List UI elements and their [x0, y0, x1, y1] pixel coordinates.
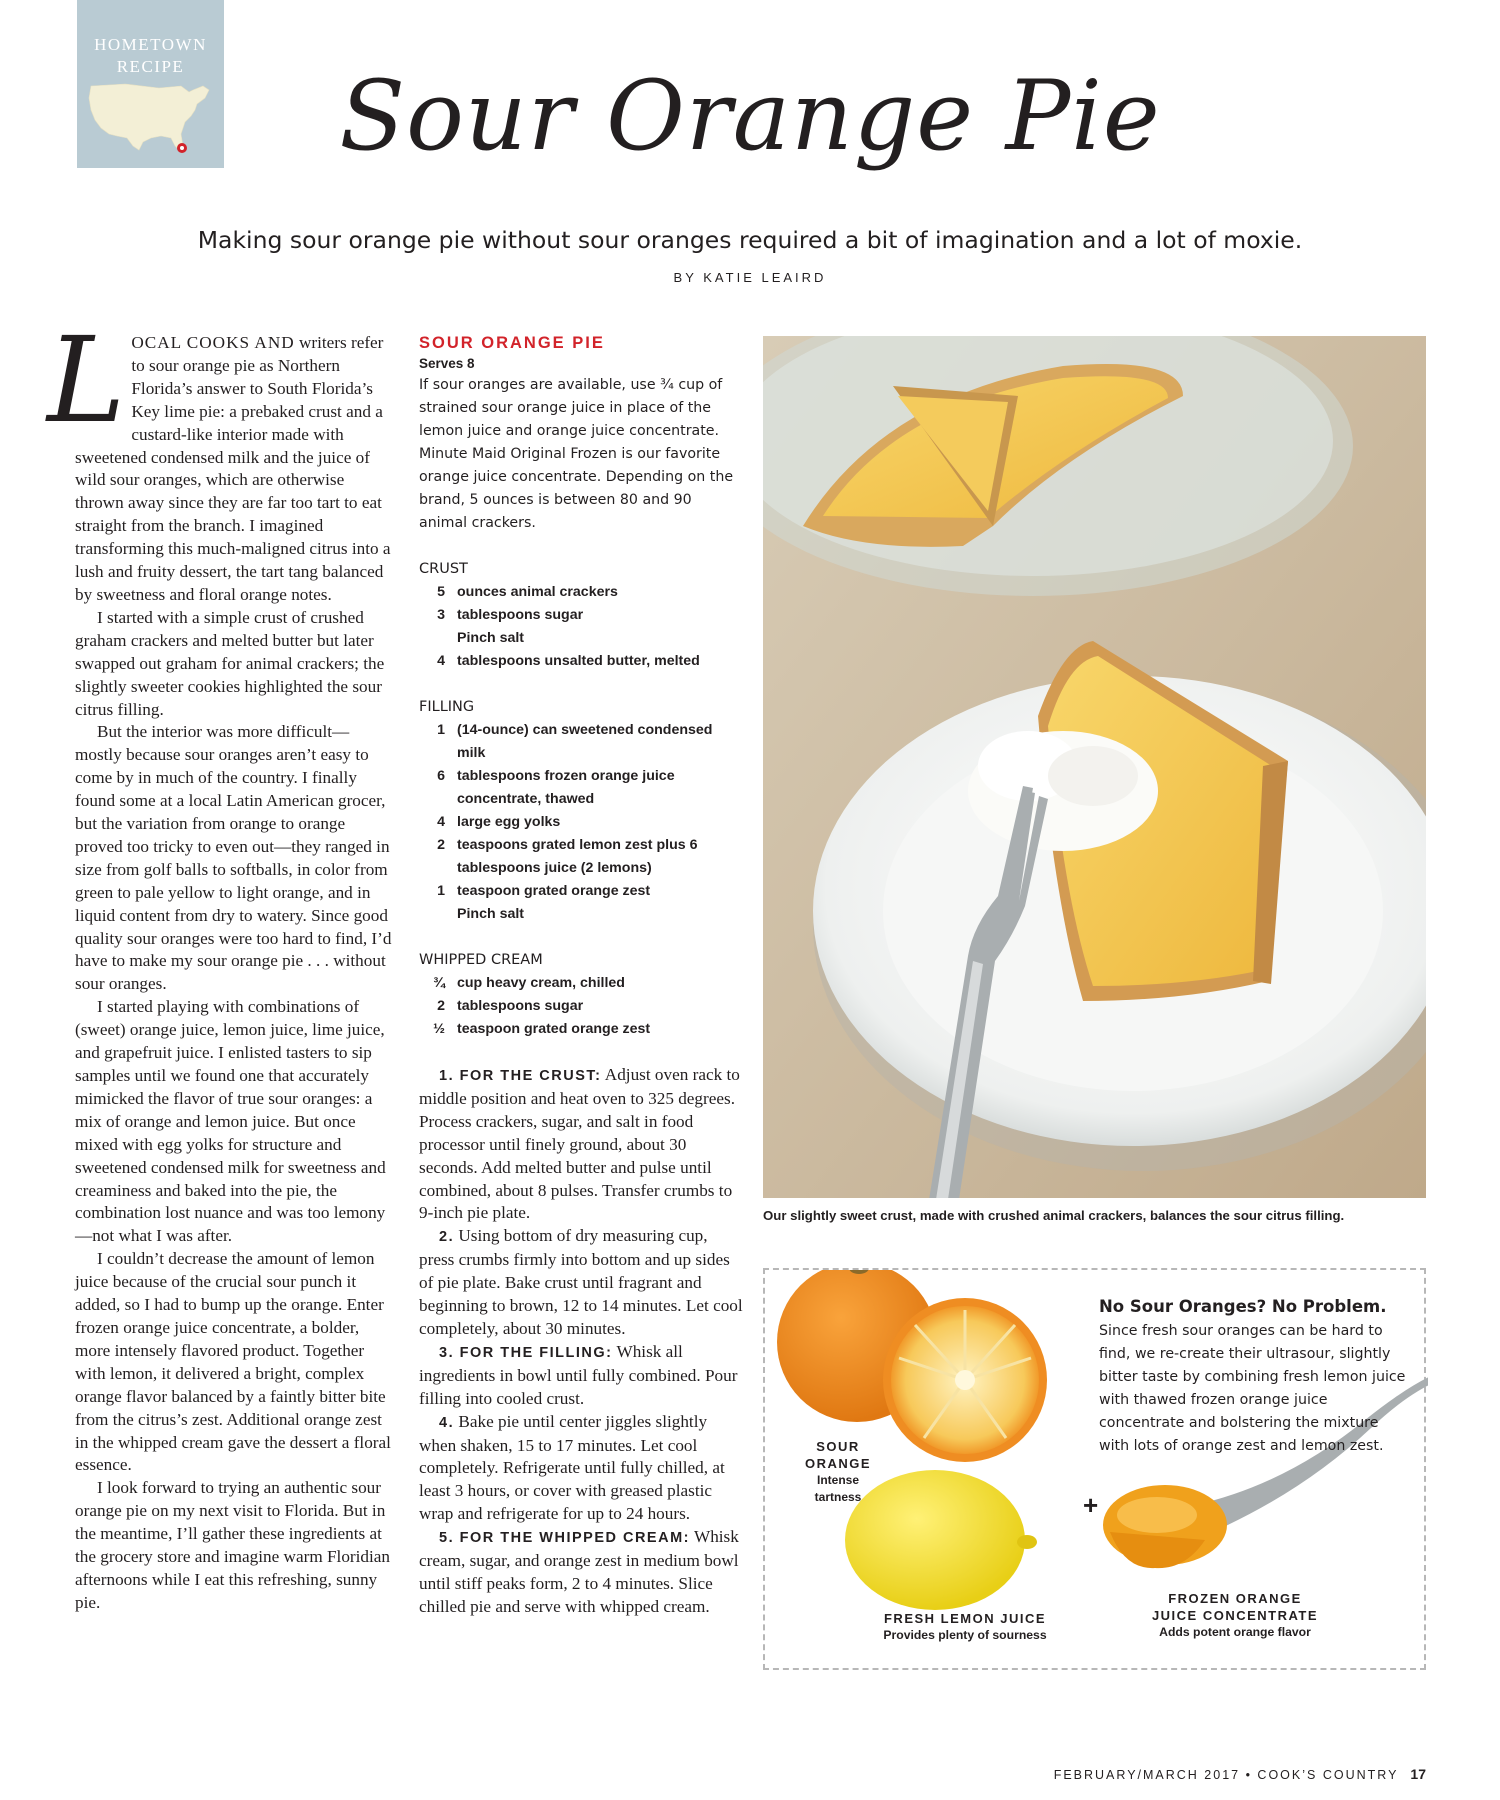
recipe-step-1	[419, 1064, 744, 1225]
issue-line: FEBRUARY/MARCH 2017 • COOK’S COUNTRY	[1053, 1768, 1399, 1782]
badge-line-2: RECIPE	[116, 57, 185, 76]
drop-cap: L	[47, 311, 126, 449]
pie-photo	[763, 336, 1426, 1198]
ingredient-qty: 1	[437, 883, 445, 899]
usa-map-icon	[85, 76, 215, 160]
ingredients-crust	[419, 558, 744, 673]
ingredient-text: Pinch salt	[457, 906, 525, 922]
step-label: 1. FOR THE CRUST:	[439, 1068, 602, 1084]
ingredient-text: teaspoon grated orange zest	[457, 1021, 651, 1037]
lead-in: OCAL COOKS AND	[131, 333, 295, 352]
label-desc: Provides plenty of sourness	[883, 1628, 1047, 1642]
ingredient-item	[419, 995, 744, 1018]
label-desc: tartness	[814, 1490, 862, 1504]
ingredient-qty	[419, 903, 457, 926]
label-title: ORANGE	[804, 1456, 872, 1471]
step-label: 2.	[439, 1229, 455, 1246]
label-desc: Adds potent orange flavor	[1159, 1625, 1311, 1639]
sidebar-body: Since fresh sour oranges can be hard to find, we re-create their ultrasour, slightly bitter taste by combining fresh lemon juice with thawed frozen orange juice concentrate and bolstering the mixture with lots of orange zest and lemon zest.	[1099, 1323, 1406, 1454]
ingredient-qty: 5	[437, 584, 445, 600]
concentrate-label	[1125, 1590, 1345, 1641]
ingredient-text: ounces animal crackers	[457, 584, 618, 600]
ingredient-text: tablespoons sugar	[457, 607, 584, 623]
ingredient-item	[419, 627, 744, 650]
byline: BY KATIE LEAIRD	[673, 270, 827, 285]
article-paragraph-2: I started with a simple crust of crushed graham crackers and melted butter but later swapped out graham for animal crackers; the slightly sweeter cookies highlighted the sour citrus filling.	[75, 607, 385, 719]
label-title: FRESH LEMON JUICE	[883, 1611, 1046, 1626]
page-footer	[1054, 1766, 1426, 1782]
article-body	[47, 311, 395, 1615]
article-paragraph-1	[47, 311, 395, 607]
ingredient-qty: 4	[437, 653, 445, 669]
badge-label	[77, 34, 224, 78]
recipe-steps	[419, 1064, 744, 1619]
recipe-step-5	[419, 1526, 744, 1619]
step-text: Adjust oven rack to middle position and heat oven to 325 degrees. Process crackers, sugar, and salt in food processor until finely ground, about 30 seconds. Add melted butter and pulse until combined, about 8 pulses. Transfer crumbs to 9-inch pie plate.	[419, 1065, 740, 1223]
sour-orange-label	[793, 1438, 883, 1506]
ingredient-text: large egg yolks	[457, 814, 561, 830]
ingredient-item	[419, 604, 744, 627]
page-number: 17	[1410, 1766, 1426, 1782]
recipe-step-4	[419, 1411, 744, 1527]
ingredient-item	[419, 903, 744, 926]
step-text: Whisk all ingredients in bowl until fully combined. Pour filling into cooled crust.	[419, 1341, 738, 1408]
ingredient-qty: ½	[433, 1021, 445, 1037]
step-text: Bake pie until center jiggles slightly when shaken, 15 to 17 minutes. Let cool completely. Refrigerate until fully chilled, at least 3 hours, or cover with greased plastic wrap and refrigerate for up to 24 hours.	[419, 1411, 725, 1524]
ingredient-item	[419, 972, 744, 995]
article-paragraph-3: But the interior was more difficult—mostly because sour oranges aren’t easy to come by in much of the country. I finally found some at a local Latin American grocer, but the variation from orange to orange proved too tricky to even out—they ranged in size from golf balls to softballs, in color from green to pale yellow to light orange, and in liquid content from dry to watery. Since good quality sour oranges were too hard to find, I’d have to make my sour orange pie . . . without sour oranges.	[75, 722, 392, 994]
ingredient-section-heading: WHIPPED CREAM	[419, 952, 543, 968]
label-title: SOUR	[816, 1439, 860, 1454]
deck-subtitle: Making sour orange pie without sour oranges required a bit of imagination and a lot of moxie.	[197, 226, 1303, 254]
ingredient-text: cup heavy cream, chilled	[457, 975, 625, 991]
article-paragraph-5: I couldn’t decrease the amount of lemon juice because of the crucial sour punch it added, so I had to bump up the orange. Enter frozen orange juice concentrate, a bolder, more intensely flavored product. Together with lemon, it delivered a bright, complex orange flavor balanced by a faintly bitter bite from the citrus’s zest. Additional orange zest in the whipped cream gave the dessert a floral essence.	[75, 1249, 391, 1475]
ingredient-item	[419, 581, 744, 604]
ingredient-section-heading: CRUST	[419, 561, 468, 577]
halved-orange-icon	[883, 1298, 1047, 1462]
ingredient-qty: 2	[437, 998, 445, 1014]
ingredient-text: (14-ounce) can sweetened condensed milk	[457, 722, 713, 761]
star-marker-icon	[177, 143, 187, 153]
ingredient-item	[419, 719, 744, 765]
recipe-serves: Serves 8	[419, 356, 475, 371]
badge-line-1: HOMETOWN	[94, 35, 207, 54]
plus-sign: +	[1083, 1490, 1099, 1520]
ingredient-item	[419, 650, 744, 673]
ingredient-item	[419, 811, 744, 834]
ingredients-filling	[419, 696, 744, 926]
ingredient-qty: ¾	[433, 975, 445, 991]
ingredient-item	[419, 765, 744, 811]
recipe-column	[419, 332, 744, 1619]
ingredient-item	[419, 880, 744, 903]
photo-caption: Our slightly sweet crust, made with crushed animal crackers, balances the sour citrus filling.	[763, 1208, 1345, 1223]
ingredients-whipped-cream	[419, 949, 744, 1041]
ingredient-qty	[419, 627, 457, 650]
ingredient-text: tablespoons sugar	[457, 998, 584, 1014]
ingredient-text: teaspoon grated orange zest	[457, 883, 651, 899]
hometown-recipe-badge	[77, 0, 224, 168]
recipe-step-3	[419, 1341, 744, 1411]
label-title: JUICE CONCENTRATE	[1151, 1608, 1319, 1623]
ingredient-qty: 6	[437, 768, 445, 784]
step-label: 5. FOR THE WHIPPED CREAM:	[439, 1530, 690, 1547]
ingredient-item	[419, 1018, 744, 1041]
ingredient-text: tablespoons frozen orange juice concentrate, thawed	[457, 768, 675, 807]
ingredient-qty: 2	[437, 837, 445, 853]
step-text: Whisk cream, sugar, and orange zest in medium bowl until stiff peaks form, 2 to 4 minutes. Slice chilled pie and serve with whipped cream.	[419, 1527, 739, 1616]
sidebar-heading: No Sour Oranges? No Problem.	[1099, 1297, 1387, 1316]
article-paragraph-6: I look forward to trying an authentic sour orange pie on my next visit to Florida. But in the meantime, I’ll gather these ingredients at the grocery store and imagine warm Floridian afternoons while I eat this refreshing, sunny pie.	[75, 1478, 391, 1612]
label-desc: Intense	[816, 1473, 859, 1487]
ingredient-qty: 1	[437, 722, 445, 738]
label-title: FROZEN ORANGE	[1168, 1591, 1302, 1606]
recipe-headnote: If sour oranges are available, use ¾ cup of strained sour orange juice in place of the lemon juice and orange juice concentrate. Minute Maid Original Frozen is our favorite orange juice concentrate. Depending on the brand, 5 ounces is between 80 and 90 animal crackers.	[419, 377, 734, 531]
ingredient-text: teaspoons grated lemon zest plus 6 tablespoons juice (2 lemons)	[457, 837, 698, 876]
article-paragraph-4: I started playing with combinations of (sweet) orange juice, lemon juice, lime juice, and grapefruit juice. I enlisted tasters to sip samples until we found one that accurately mimicked the flavor of true sour oranges: a mix of orange and lemon juice. But once mixed with egg yolks for structure and sweetened condensed milk for sweetness and creaminess and baked into the pie, the combination lost nuance and was too lemony—not what I was after.	[75, 997, 386, 1246]
pie-photo-illustration	[763, 336, 1426, 1198]
ingredient-qty: 4	[437, 814, 445, 830]
ingredient-section-heading: FILLING	[419, 699, 475, 715]
sidebar-box	[763, 1268, 1426, 1670]
step-label: 3. FOR THE FILLING:	[439, 1344, 613, 1361]
page-title: Sour Orange Pie	[339, 60, 1161, 172]
recipe-step-2	[419, 1225, 744, 1341]
lemon-label	[855, 1610, 1075, 1644]
step-text: Using bottom of dry measuring cup, press crumbs firmly into bottom and up sides of pie plate. Bake crust until fragrant and beginning to brown, 12 to 14 minutes. Let cool completely, about 30 minutes.	[419, 1226, 743, 1338]
paragraph-text: writers refer to sour orange pie as Northern Florida’s answer to South Florida’s Key lime pie: a prebaked crust and a custard-like interior made with sweetened condensed milk and the juice of wild sour oranges, which are otherwise thrown away since they are far too tart to eat straight from the branch. I imagined transforming this much-maligned citrus into a lush and fruity dessert, the tart tang balanced by sweetness and floral orange notes.	[75, 333, 391, 604]
recipe-title: SOUR ORANGE PIE	[419, 334, 605, 352]
ingredient-text: Pinch salt	[457, 630, 525, 646]
ingredient-item	[419, 834, 744, 880]
step-label: 4.	[439, 1414, 455, 1431]
ingredient-qty: 3	[437, 607, 445, 623]
ingredient-text: tablespoons unsalted butter, melted	[457, 653, 700, 669]
